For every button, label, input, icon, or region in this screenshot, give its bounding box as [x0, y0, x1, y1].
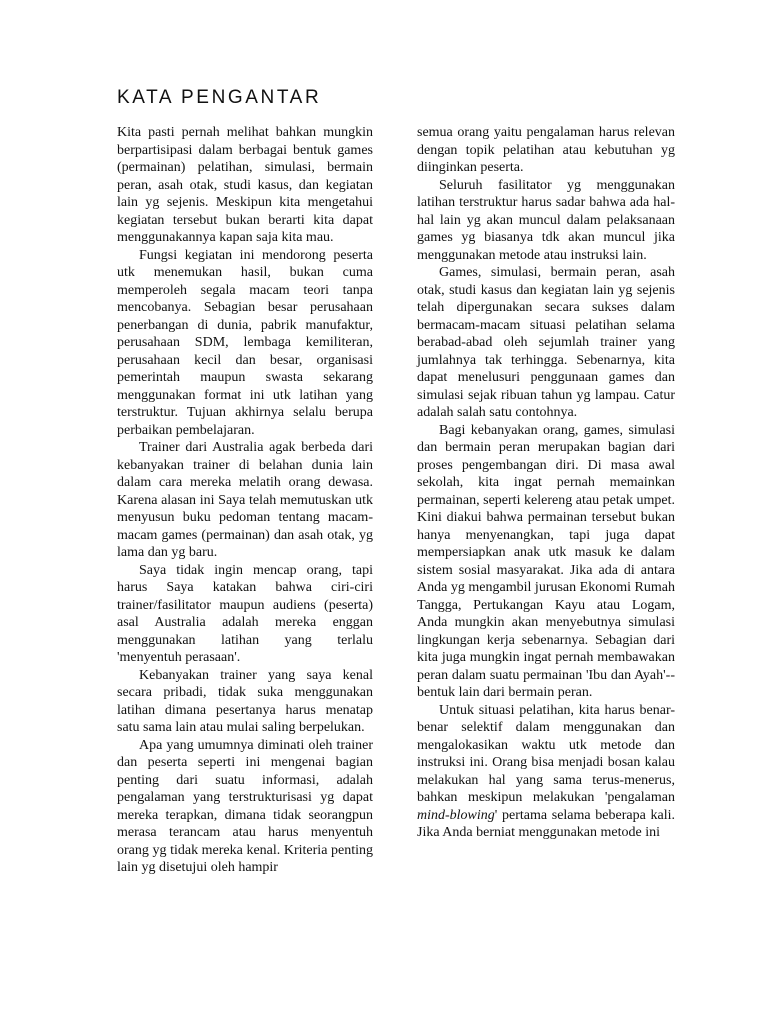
paragraph: Seluruh fasilitator yg menggunakan latihan terstruktur harus sadar bahwa ada hal-hal lain yg akan muncul dalam pelaksanaan games yg biasanya tdk akan muncul jika menggunakan metode atau instruksi lain.: [417, 177, 675, 263]
paragraph: Trainer dari Australia agak berbeda dari kebanyakan trainer di belahan dunia lain dalam cara mereka melatih orang dewasa. Karena alasan ini Saya telah memutuskan utk menyusun buku pedoman tentang macam-macam games (permainan) dan asah otak, yg lama dan yg baru.: [117, 440, 373, 560]
page-title: KATA PENGANTAR: [117, 87, 322, 108]
paragraph: Apa yang umumnya diminati oleh trainer dan peserta seperti ini mengenai bagian penting dari suatu informasi, adalah pengalaman yang terstrukturisasi yg dapat mereka terapkan, dimana tidak seorangpun merasa terancam atau harus menyentuh orang yg tidak mereka kenal. Kriteria penting lain yg disetujui oleh hampir: [117, 737, 373, 875]
paragraph-text: Untuk situasi pelatihan, kita harus benar-benar selektif dalam menggunakan dan mengalokasikan waktu utk metode dan instruksi ini. Orang bisa menjadi bosan kalau melakukan hal yang sama terus-menerus, bahkan meskipun melakukan 'pengalaman: [417, 702, 675, 805]
paragraph: Kita pasti pernah melihat bahkan mungkin berpartisipasi dalam berbagai bentuk games (permainan) pelatihan, simulasi, bermain peran, asah otak, studi kasus, dan kegiatan lain yg sejenis. Meskipun kita mengetahui kegiatan tersebut bukan berarti kita dapat menggunakannya kapan saja kita mau.: [117, 125, 373, 245]
paragraph-text: ' pertama selama beberapa kali. Jika Anda berniat menggunakan metode ini: [417, 807, 675, 840]
paragraph: Fungsi kegiatan ini mendorong peserta utk menemukan hasil, bukan cuma memperoleh segala macam teori tanpa mencobanya. Sebagian besar perusahaan penerbangan di dunia, pabrik manufaktur, perusahaan SDM, lembaga kemiliteran, perusahaan kecil dan besar, organisasi pemerintah maupun swasta sekarang menggunakan format ini utk latihan yang terstruktur. Tujuan akhirnya selalu berupa perbaikan pembelajaran.: [117, 247, 373, 438]
paragraph: Saya tidak ingin mencap orang, tapi harus Saya katakan bahwa ciri-ciri trainer/fasilitator maupun audiens (peserta) asal Australia adalah mereka enggan menggunakan latihan yang terlalu 'menyentuh perasaan'.: [117, 562, 373, 665]
left-column: [117, 124, 373, 877]
paragraph: Bagi kebanyakan orang, games, simulasi dan bermain peran merupakan bagian dari proses pengembangan diri. Di masa awal sekolah, kita ingat pernah memainkan permainan, seperti kelereng atau petak umpet. Kini diakui bahwa permainan tersebut bukan hanya menyenangkan, tapi juga dapat mempersiapkan anak utk masuk ke dalam sistem sosial masyarakat. Jika ada di antara Anda yg mengambil jurusan Ekonomi Rumah Tangga, Pertukangan Kayu atau Logam, Anda mungkin akan menyebutnya simulasi lingkungan kerja sebenarnya. Sebagian dari kita juga mungkin ingat pernah membawakan peran dalam suatu permainan 'Ibu dan Ayah'--bentuk lain dari bermain peran.: [417, 422, 675, 700]
paragraph: semua orang yaitu pengalaman harus relevan dengan topik pelatihan atau kebutuhan yg diinginkan peserta.: [417, 125, 675, 175]
italic-text: mind-blowing: [417, 807, 495, 823]
paragraph-last: [417, 702, 675, 842]
right-column: [417, 124, 675, 842]
paragraph: Kebanyakan trainer yang saya kenal secara pribadi, tidak suka menggunakan latihan dimana pesertanya harus menatap satu sama lain atau mulai saling berpelukan.: [117, 667, 373, 735]
paragraph: Games, simulasi, bermain peran, asah otak, studi kasus dan kegiatan lain yg sejenis telah dipergunakan secara sukses dalam bermacam-macam situasi pelatihan selama berabad-abad oleh sejumlah trainer yang jumlahnya tak terhingga. Sebenarnya, kita dapat menelusuri penggunaan games dan simulasi sejak ribuan tahun yg lampau. Catur adalah salah satu contohnya.: [417, 265, 675, 420]
